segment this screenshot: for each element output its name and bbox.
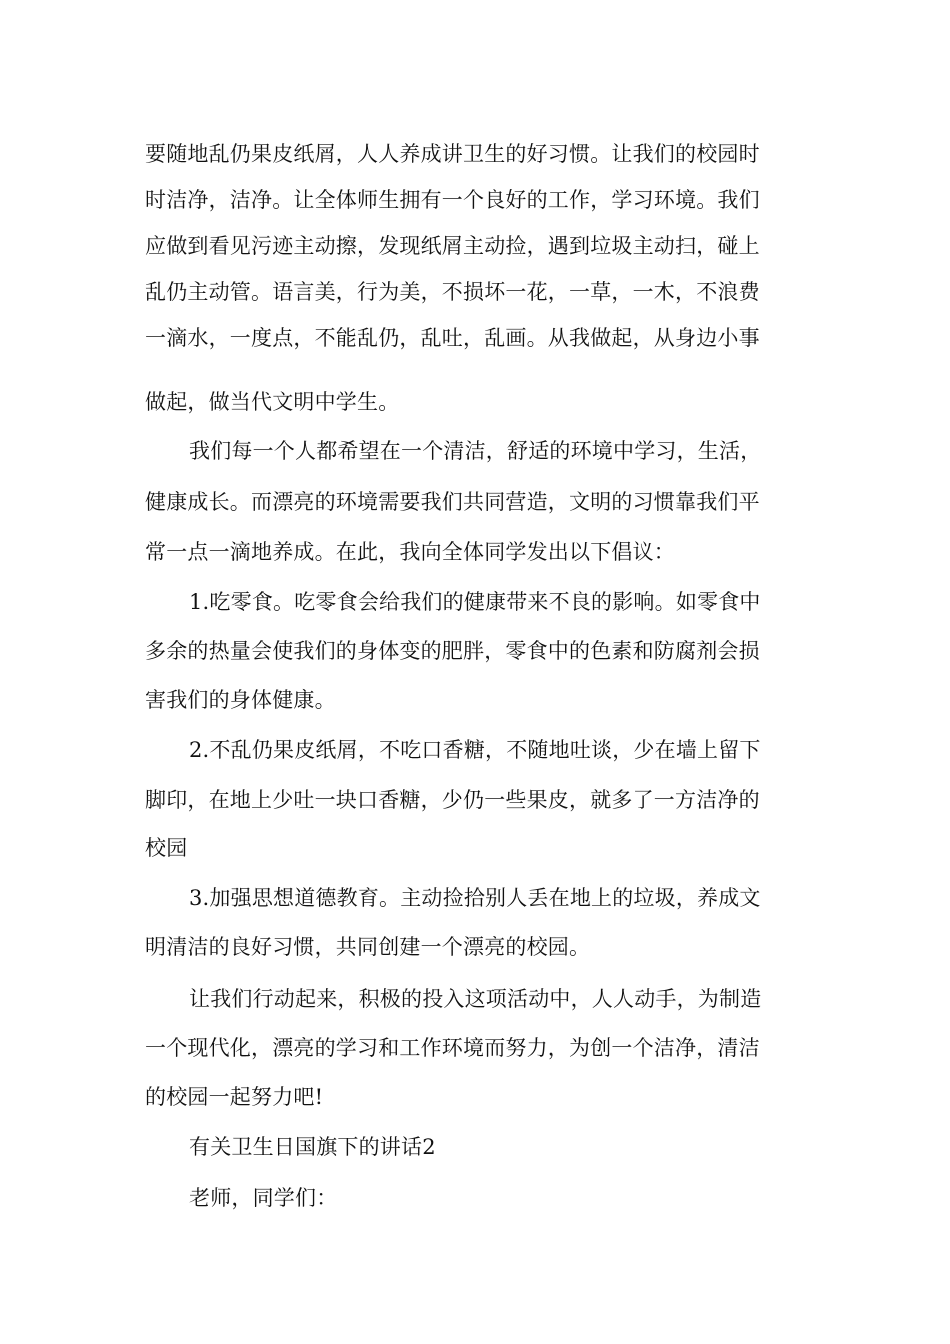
- paragraph-3-line-2: 多余的热量会使我们的身体变的肥胖，零食中的色素和防腐剂会损: [145, 639, 760, 663]
- paragraph-1-line-6: 做起，做当代文明中学生。: [145, 390, 400, 414]
- paragraph-5-line-2: 明清洁的良好习惯，共同创建一个漂亮的校园。: [145, 935, 591, 959]
- paragraph-6-line-1: 让我们行动起来，积极的投入这项活动中，人人动手，为制造: [189, 987, 762, 1011]
- paragraph-4-line-3: 校园: [145, 836, 188, 860]
- paragraph-1-line-1: 要随地乱仍果皮纸屑，人人养成讲卫生的好习惯。让我们的校园时: [145, 142, 760, 166]
- paragraph-1-line-4: 乱仍主动管。语言美，行为美，不损坏一花，一草，一木，不浪费: [145, 280, 760, 304]
- paragraph-3-line-1: 1.吃零食。吃零食会给我们的健康带来不良的影响。如零食中: [189, 590, 761, 614]
- paragraph-3-line-3: 害我们的身体健康。: [145, 688, 336, 712]
- paragraph-6-line-3: 的校园一起努力吧!: [145, 1085, 324, 1109]
- salutation: 老师，同学们：: [189, 1186, 338, 1210]
- paragraph-6-line-2: 一个现代化，漂亮的学习和工作环境而努力，为创一个洁净，清洁: [145, 1036, 760, 1060]
- paragraph-4-line-2: 脚印，在地上少吐一块口香糖，少仍一些果皮，就多了一方洁净的: [145, 788, 760, 812]
- paragraph-1-line-5: 一滴水，一度点，不能乱仍，乱吐，乱画。从我做起，从身边小事: [145, 326, 760, 350]
- paragraph-5-line-1: 3.加强思想道德教育。主动捡拾别人丢在地上的垃圾，养成文: [189, 886, 761, 910]
- paragraph-2-line-1: 我们每一个人都希望在一个清洁，舒适的环境中学习，生活，: [189, 439, 762, 463]
- paragraph-1-line-2: 时洁净，洁净。让全体师生拥有一个良好的工作，学习环境。我们: [145, 188, 760, 212]
- section-heading: 有关卫生日国旗下的讲话2: [189, 1135, 436, 1159]
- paragraph-2-line-3: 常一点一滴地养成。在此，我向全体同学发出以下倡议：: [145, 540, 675, 564]
- paragraph-1-line-3: 应做到看见污迹主动擦，发现纸屑主动捡，遇到垃圾主动扫，碰上: [145, 234, 760, 258]
- paragraph-2-line-2: 健康成长。而漂亮的环境需要我们共同营造，文明的习惯靠我们平: [145, 490, 760, 514]
- paragraph-4-line-1: 2.不乱仍果皮纸屑，不吃口香糖，不随地吐谈，少在墙上留下: [189, 738, 761, 762]
